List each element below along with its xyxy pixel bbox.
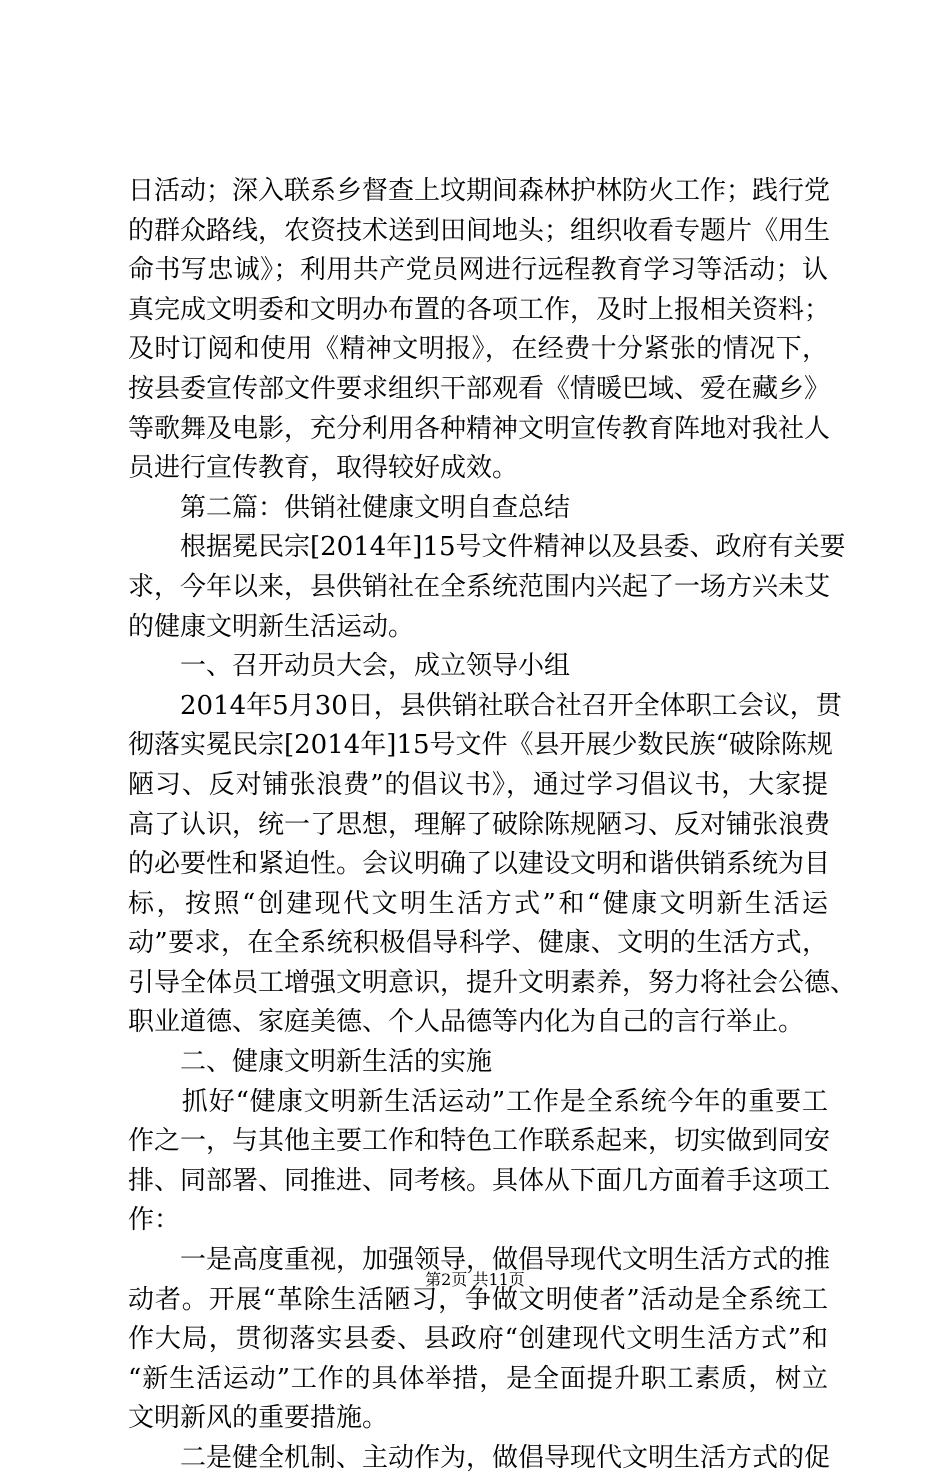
text-line: 二是健全机制、主动作为，做倡导现代文明生活方式的促	[128, 1443, 831, 1473]
text-line: 作：	[128, 1205, 181, 1236]
text-line: 及时订阅和使用《精神文明报》，在经费十分紧张的情况下，	[128, 334, 828, 365]
text-line: 作大局，贯彻落实县委、县政府“创建现代文明生活方式”和	[128, 1324, 828, 1355]
text-line: 标，按照“创建现代文明生活方式”和“健康文明新生活运	[128, 888, 828, 919]
text-line: 根据冕民宗[2014年]15号文件精神以及县委、政府有关要	[128, 532, 846, 563]
text-line: 等歌舞及电影，充分利用各种精神文明宣传教育阵地对我社人	[128, 413, 831, 444]
text-line: 的健康文明新生活运动。	[128, 611, 415, 642]
text-line: 作之一，与其他主要工作和特色工作联系起来，切实做到同安	[128, 1126, 831, 1157]
page-number-footer: 第2页 共11页	[425, 1270, 525, 1289]
section-heading: 二、健康文明新生活的实施	[128, 1047, 493, 1078]
text-line: 的必要性和紧迫性。会议明确了以建设文明和谐供销系统为目	[128, 849, 831, 880]
text-line: 真完成文明委和文明办布置的各项工作，及时上报相关资料；	[128, 294, 831, 325]
section-heading: 一、召开动员大会，成立领导小组	[128, 651, 571, 682]
text-line: 命书写忠诚》；利用共产党员网进行远程教育学习等活动；认	[128, 255, 828, 286]
text-line: 按县委宣传部文件要求组织干部观看《情暖巴域、爱在藏乡》	[128, 373, 831, 404]
text-line: 职业道德、家庭美德、个人品德等内化为自己的言行举止。	[128, 1007, 805, 1038]
text-line: 求，今年以来，县供销社在全系统范围内兴起了一场方兴未艾	[128, 571, 831, 602]
text-line: “新生活运动”工作的具体举措，是全面提升职工素质，树立	[128, 1363, 828, 1394]
text-line: 彻落实冕民宗[2014年]15号文件《县开展少数民族“破除陈规	[128, 730, 833, 761]
text-line: 排、同部署、同推进、同考核。具体从下面几方面着手这项工	[128, 1165, 831, 1196]
text-line: 陋习、反对铺张浪费”的倡议书》，通过学习倡议书，大家提	[128, 769, 828, 800]
text-line: 抓好“健康文明新生活运动”工作是全系统今年的重要工	[128, 1086, 828, 1117]
text-line: 高了认识，统一了思想，理解了破除陈规陋习、反对铺张浪费	[128, 809, 831, 840]
text-line: 日活动；深入联系乡督查上坟期间森林护林防火工作；践行党	[128, 176, 831, 206]
text-line: 动”要求，在全系统积极倡导科学、健康、文明的生活方式，	[128, 928, 828, 959]
text-line: 的群众路线，农资技术送到田间地头；组织收看专题片《用生	[128, 215, 831, 246]
text-line: 员进行宣传教育，取得较好成效。	[128, 453, 519, 484]
text-line: 动者。开展“革除生活陋习，争做文明使者”活动是全系统工	[128, 1284, 828, 1315]
text-line: 一是高度重视，加强领导，做倡导现代文明生活方式的推	[128, 1245, 831, 1276]
section-heading: 第二篇：供销社健康文明自查总结	[128, 492, 571, 523]
text-line: 2014年5月30日，县供销社联合社召开全体职工会议，贯	[128, 690, 842, 721]
text-line: 文明新风的重要措施。	[128, 1403, 389, 1434]
text-line: 引导全体员工增强文明意识，提升文明素养，努力将社会公德、	[128, 967, 857, 998]
